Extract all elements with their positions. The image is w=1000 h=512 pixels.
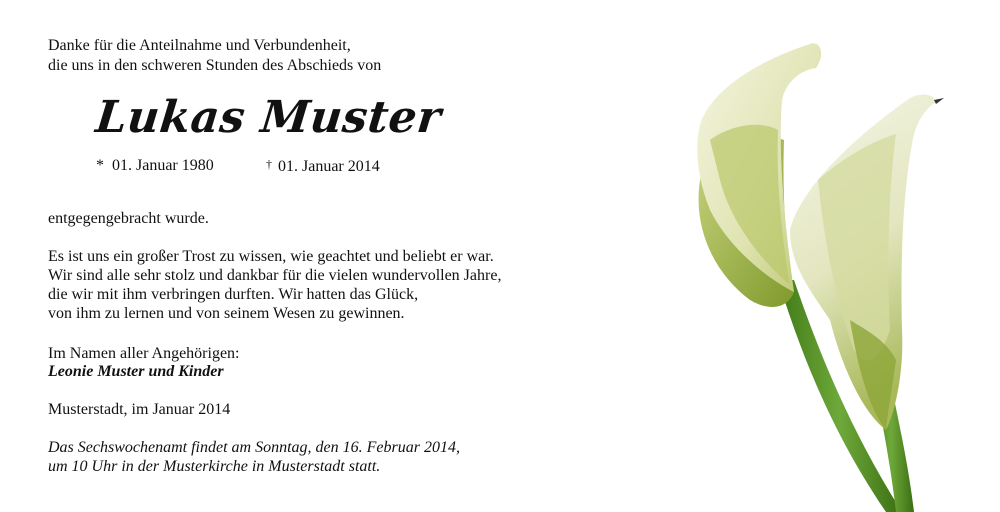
death-date <box>266 157 380 176</box>
notice-line: um 10 Uhr in der Musterkirche in Musterstadt statt. <box>48 458 381 475</box>
birth-date-value: 01. Januar 1980 <box>112 157 214 174</box>
dagger-icon: † <box>266 157 272 171</box>
tribute-line: Es ist uns ein großer Trost zu wissen, wie geachtet und beliebt er war. <box>48 248 494 265</box>
tribute-line: Wir sind alle sehr stolz und dankbar für die vielen wundervollen Jahre, <box>48 267 502 284</box>
intro-text <box>48 36 381 76</box>
intro-line-2: die uns in den schweren Stunden des Abschieds von <box>48 57 382 74</box>
intro-line-1: Danke für die Anteilnahme und Verbundenheit, <box>48 37 351 54</box>
calla-lily-icon <box>690 30 970 512</box>
death-date-value: 01. Januar 2014 <box>278 158 380 175</box>
service-notice <box>48 438 460 476</box>
signature-label: Im Namen aller Angehörigen: <box>48 345 240 362</box>
place-date: Musterstadt, im Januar 2014 <box>48 401 231 418</box>
received-line: entgegengebracht wurde. <box>48 210 209 227</box>
tribute-line: die wir mit ihm verbringen durften. Wir hatten das Glück, <box>48 286 419 303</box>
birth-date <box>96 157 214 175</box>
deceased-name: Lukas Muster <box>93 92 444 143</box>
tribute-line: von ihm zu lernen und von seinem Wesen zu gewinnen. <box>48 305 405 322</box>
tribute-text <box>48 247 501 323</box>
notice-line: Das Sechswochenamt findet am Sonntag, den 16. Februar 2014, <box>48 439 460 456</box>
birth-symbol: * <box>96 157 104 174</box>
signature-name: Leonie Muster und Kinder <box>48 363 224 380</box>
